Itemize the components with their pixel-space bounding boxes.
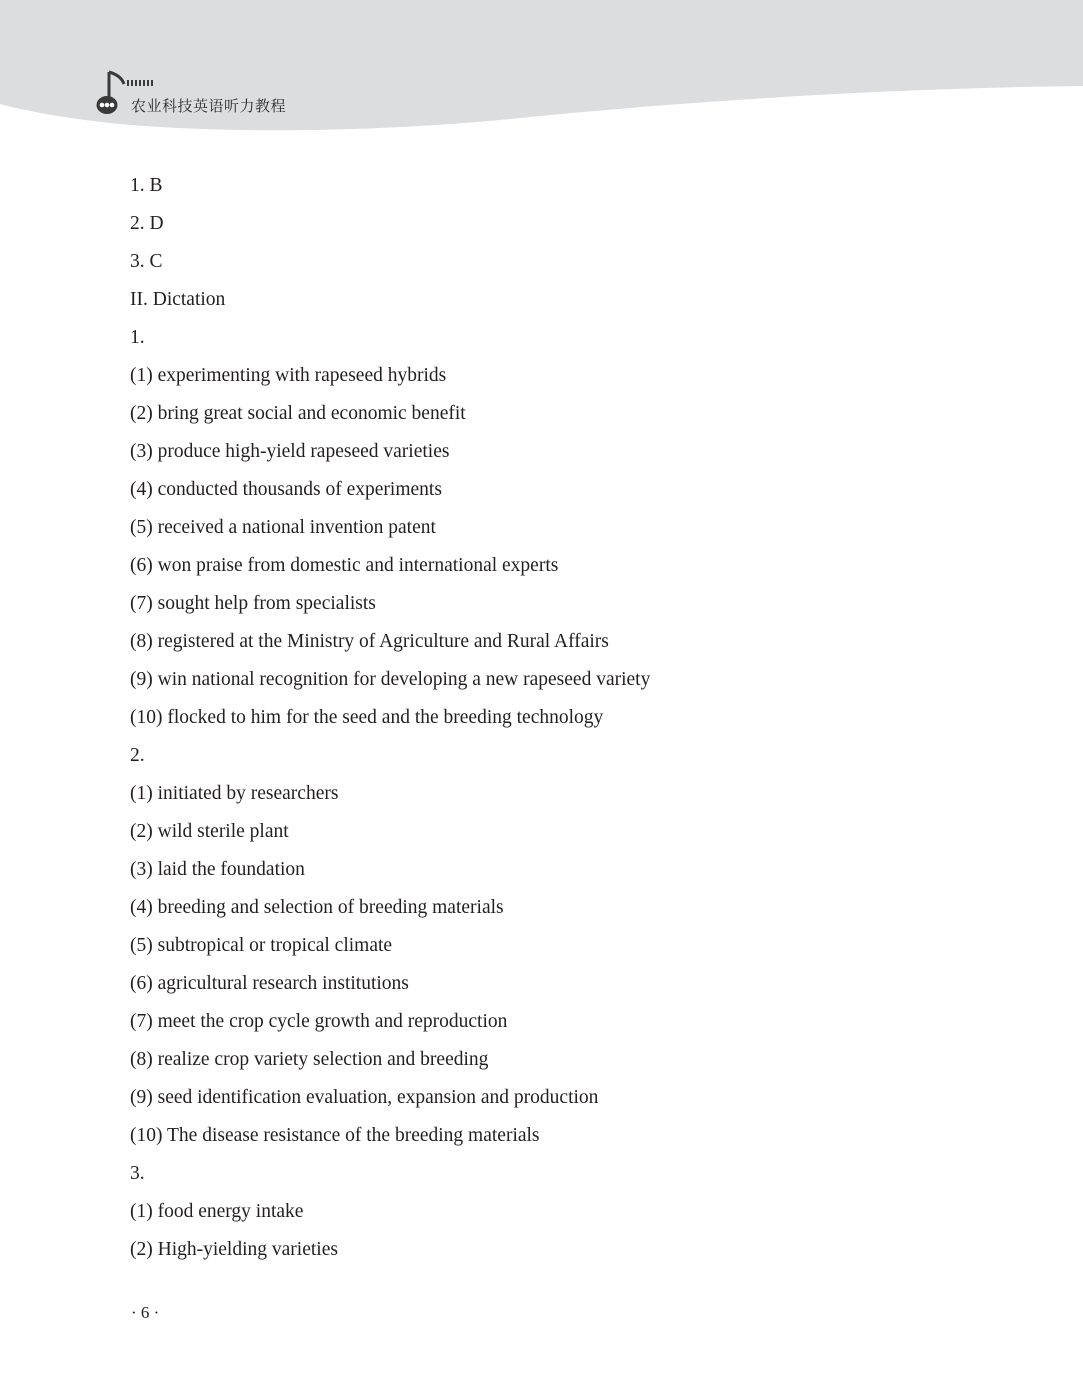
list-item: (8) realize crop variety selection and breeding [130, 1049, 489, 1070]
page-number: · 6 · [131, 1303, 160, 1322]
list-item: (2) wild sterile plant [130, 821, 289, 842]
list-item: (4) breeding and selection of breeding materials [130, 897, 504, 918]
list-item: (6) won praise from domestic and international experts [130, 555, 559, 576]
section-heading: II. Dictation [130, 289, 226, 310]
header-band [0, 0, 1083, 140]
list-item: (2) High-yielding varieties [130, 1239, 338, 1260]
list-item: (7) meet the crop cycle growth and reproduction [130, 1011, 508, 1032]
list-item: 1. B [130, 175, 163, 196]
list-item: (3) laid the foundation [130, 859, 305, 880]
list-item: (9) win national recognition for developing a new rapeseed variety [130, 669, 651, 690]
subsection-number: 3. [130, 1163, 145, 1184]
list-item: (8) registered at the Ministry of Agriculture and Rural Affairs [130, 631, 609, 652]
list-item: (9) seed identification evaluation, expansion and production [130, 1087, 599, 1108]
list-item: (6) agricultural research institutions [130, 973, 409, 994]
book-title: 农业科技英语听力教程 [131, 97, 287, 115]
list-item: (1) initiated by researchers [130, 783, 339, 804]
list-item: (4) conducted thousands of experiments [130, 479, 442, 500]
list-item: (2) bring great social and economic benefit [130, 403, 466, 424]
list-item: (10) flocked to him for the seed and the breeding technology [130, 707, 604, 728]
list-item: (10) The disease resistance of the breeding materials [130, 1125, 540, 1146]
list-item: (5) subtropical or tropical climate [130, 935, 393, 956]
list-item: (5) received a national invention patent [130, 517, 436, 538]
list-item: (1) food energy intake [130, 1201, 304, 1222]
list-item: 2. D [130, 213, 164, 234]
subsection-number: 2. [130, 745, 145, 766]
list-item: 3. C [130, 251, 163, 272]
subsection-number: 1. [130, 327, 145, 348]
list-item: (7) sought help from specialists [130, 593, 376, 614]
list-item: (3) produce high-yield rapeseed varieties [130, 441, 450, 462]
answer-list [130, 167, 1030, 1269]
list-item: (1) experimenting with rapeseed hybrids [130, 365, 447, 386]
